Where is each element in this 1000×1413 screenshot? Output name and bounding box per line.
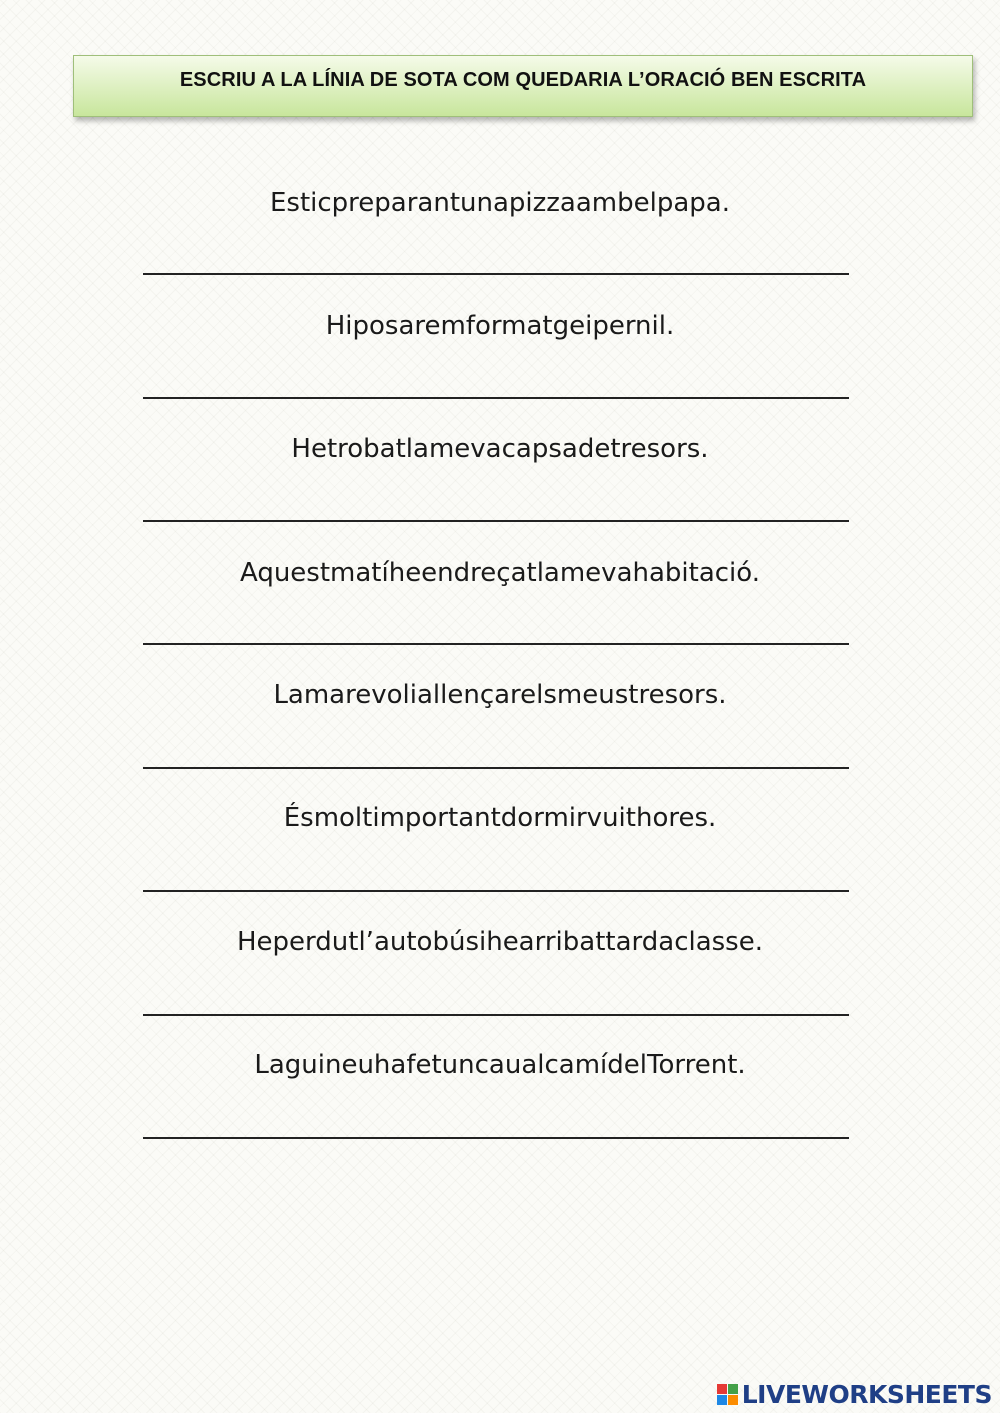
logo-mark-square: [717, 1395, 727, 1405]
answer-line-6[interactable]: [143, 890, 849, 892]
liveworksheets-logo[interactable]: [717, 1380, 992, 1409]
scrambled-sentence-8: LaguineuhafetuncaualcamídelTorrent.: [254, 1050, 746, 1080]
logo-mark-square: [728, 1395, 738, 1405]
instruction-title: ESCRIU A LA LÍNIA DE SOTA COM QUEDARIA L’ORACIÓ BEN ESCRITA: [179, 68, 867, 91]
scrambled-sentence-7: Heperdutl’autobúsihearribattardaclasse.: [237, 927, 763, 957]
scrambled-sentence-3: Hetrobatlamevacapsadetresors.: [291, 434, 709, 464]
answer-line-1[interactable]: [143, 273, 849, 275]
logo-mark-square: [717, 1384, 727, 1394]
scrambled-sentence-4: Aquestmatíheendreçatlamevahabitació.: [239, 558, 760, 588]
answer-line-5[interactable]: [143, 767, 849, 769]
scrambled-sentence-1: Esticpreparantunapizzaambelpapa.: [269, 188, 730, 218]
scrambled-sentence-6: Ésmoltimportantdormirvuithores.: [283, 803, 717, 833]
liveworksheets-logo-icon: [717, 1384, 738, 1405]
scrambled-sentence-5: Lamarevoliallençarelsmeustresors.: [273, 680, 727, 710]
instruction-banner: [73, 55, 973, 117]
answer-line-3[interactable]: [143, 520, 849, 522]
answer-line-7[interactable]: [143, 1014, 849, 1016]
answer-line-4[interactable]: [143, 643, 849, 645]
answer-line-2[interactable]: [143, 397, 849, 399]
logo-mark-square: [728, 1384, 738, 1394]
liveworksheets-logo-text: LIVEWORKSHEETS: [741, 1380, 992, 1409]
answer-line-8[interactable]: [143, 1137, 849, 1139]
scrambled-sentence-2: Hiposaremformatgeipernil.: [325, 311, 675, 341]
